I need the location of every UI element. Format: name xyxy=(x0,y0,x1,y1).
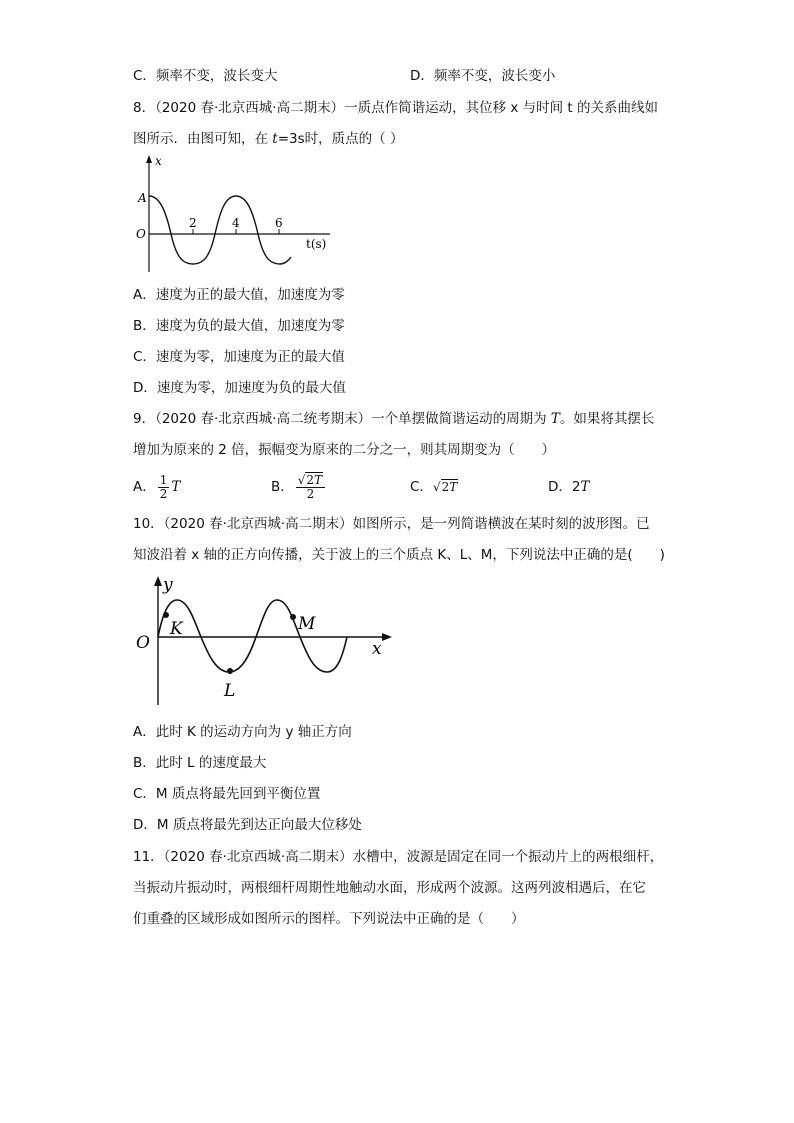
q8-option-b: B．速度为负的最大值，加速度为零 xyxy=(133,318,345,334)
q9-stem-text-b: 。如果将其摆长 xyxy=(559,411,655,427)
q8-time-axis-label: t(s) xyxy=(306,237,327,251)
q8-tick-label-4: 4 xyxy=(232,216,240,230)
q9-option-c-variable: T xyxy=(449,480,458,494)
q10-point-k xyxy=(163,612,169,618)
q8-stem-line-1: 8．（2020 春·北京西城·高二期末）一质点作简谐运动，其位移 x 与时间 t 的关系曲线如 xyxy=(133,100,659,116)
q9-option-a-label: A． xyxy=(133,479,156,495)
q9-option-a xyxy=(133,472,180,502)
q9-stem-line-2: 增加为原来的 2 倍，振幅变为原来的二分之一，则其周期变为（ ） xyxy=(133,442,556,458)
q9-option-c-radicand: 2 xyxy=(441,480,450,494)
q10-point-l xyxy=(227,668,233,674)
q10-waveform-graph xyxy=(130,572,400,707)
q10-label-m: M xyxy=(298,614,316,634)
q11-stem-line-1: 11．（2020 春·北京西城·高二期末）水槽中，波源是固定在同一个振动片上的两根细杆， xyxy=(133,849,664,865)
q9-option-a-numerator: 1 xyxy=(159,472,168,487)
q9-option-a-denominator: 2 xyxy=(159,486,168,501)
q9-option-a-fraction xyxy=(158,474,170,501)
q9-option-b-fraction xyxy=(296,474,325,501)
q8-y-axis-label: x xyxy=(155,154,162,168)
q10-option-c: C．M 质点将最先回到平衡位置 xyxy=(133,786,321,802)
q10-option-b: B．此时 L 的速度最大 xyxy=(133,755,267,771)
q9-stem-text-a: 9．（2020 春·北京西城·高二统考期末）一个单摆做简谐运动的周期为 xyxy=(133,411,551,427)
q8-vertical-arrow-icon xyxy=(146,155,152,163)
q10-y-axis-label: y xyxy=(163,575,173,595)
q9-option-b-numerator: √2T xyxy=(296,474,325,488)
q9-option-b xyxy=(271,472,327,502)
q9-option-d-value: 2 xyxy=(571,479,581,495)
q9-option-c xyxy=(410,477,458,497)
q10-x-arrow-icon xyxy=(382,633,392,641)
q10-x-axis-label: x xyxy=(372,639,382,659)
q9-stem-line-1 xyxy=(133,409,654,429)
q10-origin-label: O xyxy=(136,633,150,653)
q9-period-variable: T xyxy=(550,411,560,427)
q10-label-k: K xyxy=(170,619,183,639)
q8-option-d: D．速度为零，加速度为负的最大值 xyxy=(133,380,346,396)
q9-option-a-variable: T xyxy=(171,479,181,495)
q10-point-m xyxy=(290,614,296,620)
q8-stem-line-2 xyxy=(133,129,403,149)
q9-option-b-variable: T xyxy=(314,472,323,487)
q10-y-arrow-icon xyxy=(154,576,162,586)
q9-option-d xyxy=(548,477,590,497)
q10-option-d: D．M 质点将最先到达正向最大位移处 xyxy=(133,817,362,833)
q11-stem-line-2: 当振动片振动时，两根细杆周期性地触动水面，形成两个波源。这两列波相遇后，在它 xyxy=(133,880,646,896)
q9-option-b-denominator: 2 xyxy=(306,486,315,501)
q8-option-c: C．速度为零，加速度为正的最大值 xyxy=(133,349,345,365)
q9-option-d-variable: T xyxy=(580,479,590,495)
q8-amplitude-label: A xyxy=(138,191,147,205)
q9-option-b-label: B． xyxy=(271,479,294,495)
q8-origin-label: O xyxy=(136,227,146,241)
q10-option-a: A．此时 K 的运动方向为 y 轴正方向 xyxy=(133,724,352,740)
q9-option-c-label: C． xyxy=(410,479,433,495)
q10-label-l: L xyxy=(224,681,236,701)
q8-cosine-curve xyxy=(149,196,291,264)
q9-option-d-label: D． xyxy=(548,479,572,495)
q11-stem-line-3: 们重叠的区域形成如图所示的图样。下列说法中正确的是（ ） xyxy=(133,911,525,927)
q7-option-c: C．频率不变，波长变大 xyxy=(133,68,278,84)
q10-wave-curve xyxy=(158,600,347,672)
q10-stem-line-1: 10．（2020 春·北京西城·高二期末）如图所示，是一列简谐横波在某时刻的波形图。已 xyxy=(133,516,650,532)
q8-tick-label-6: 6 xyxy=(275,216,283,230)
q8-displacement-time-graph xyxy=(130,152,340,277)
q9-option-c-root: √2T xyxy=(432,480,458,494)
q8-time-variable: t xyxy=(272,131,278,147)
q8-tick-label-2: 2 xyxy=(189,216,197,230)
q8-stem-text-a: 图所示．由图可知，在 xyxy=(133,131,273,147)
q7-option-d: D．频率不变，波长变小 xyxy=(410,68,556,84)
q9-option-b-radicand: 2 xyxy=(306,472,315,487)
q8-option-a: A．速度为正的最大值，加速度为零 xyxy=(133,287,345,303)
q8-stem-text-b: =3s时，质点的（ ） xyxy=(277,131,404,147)
q10-stem-line-2: 知波沿着 x 轴的正方向传播，关于波上的三个质点 K、L、M，下列说法中正确的是( ) xyxy=(133,547,665,563)
